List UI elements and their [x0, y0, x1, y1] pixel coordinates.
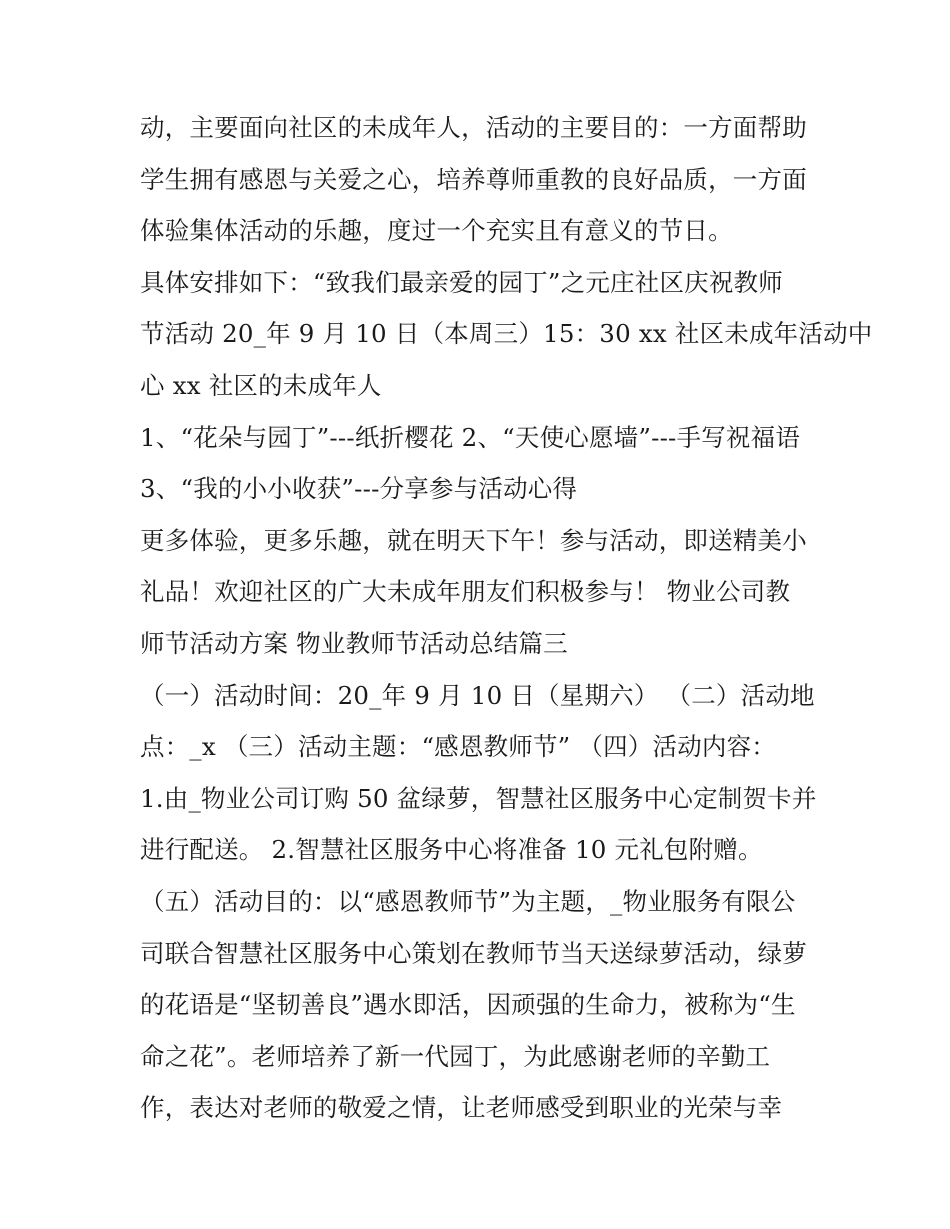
- text-line: 动，主要面向社区的未成年人，活动的主要目的：一方面帮助: [140, 113, 807, 142]
- text-line: 司联合智慧社区服务中心策划在教师节当天送绿萝活动，绿萝: [140, 938, 807, 968]
- text-line: 学生拥有感恩与关爱之心，培养尊师重教的良好品质，一方面: [140, 164, 807, 194]
- document-body: [140, 102, 873, 1134]
- text-line: 的花语是“坚韧善良”遇水即活，因顽强的生命力，被称为“生: [140, 990, 796, 1020]
- text-line: 心 xx 社区的未成年人: [140, 370, 382, 400]
- text-line: 进行配送。 2.智慧社区服务中心将准备 10 元礼包附赠。: [140, 835, 763, 865]
- text-line: 更多体验，更多乐趣，就在明天下午！参与活动，即送精美小: [140, 525, 807, 555]
- text-line: （五）活动目的：以“感恩教师节”为主题，_物业服务有限公: [140, 886, 796, 916]
- text-line: 作，表达对老师的敬爱之情，让老师感受到职业的光荣与幸: [140, 1093, 783, 1123]
- text-line: 具体安排如下：“致我们最亲爱的园丁”之元庄社区庆祝教师: [140, 267, 783, 297]
- text-line: 3、“我的小小收获”---分享参与活动心得: [140, 474, 578, 504]
- text-line: （一）活动时间：20_年 9 月 10 日（星期六） （二）活动地: [140, 680, 815, 710]
- text-line: 礼品！欢迎社区的广大未成年朋友们积极参与！ 物业公司教: [140, 577, 791, 607]
- text-line: 命之花”。老师培养了新一代园丁，为此感谢老师的辛勤工: [140, 1041, 771, 1071]
- text-line: 点：_x （三）活动主题：“感恩教师节” （四）活动内容：: [140, 732, 776, 762]
- text-line: 体验集体活动的乐趣，度过一个充实且有意义的节日。: [140, 216, 733, 246]
- text-line: 节活动 20_年 9 月 10 日（本周三）15：30 xx 社区未成年活动中: [140, 319, 873, 349]
- text-line: 1、“花朵与园丁”---纸折樱花 2、“天使心愿墙”---手写祝福语: [140, 422, 801, 452]
- text-line: 1.由_物业公司订购 50 盆绿萝，智慧社区服务中心定制贺卡并: [140, 783, 817, 813]
- text-line: 师节活动方案 物业教师节活动总结篇三: [140, 628, 568, 658]
